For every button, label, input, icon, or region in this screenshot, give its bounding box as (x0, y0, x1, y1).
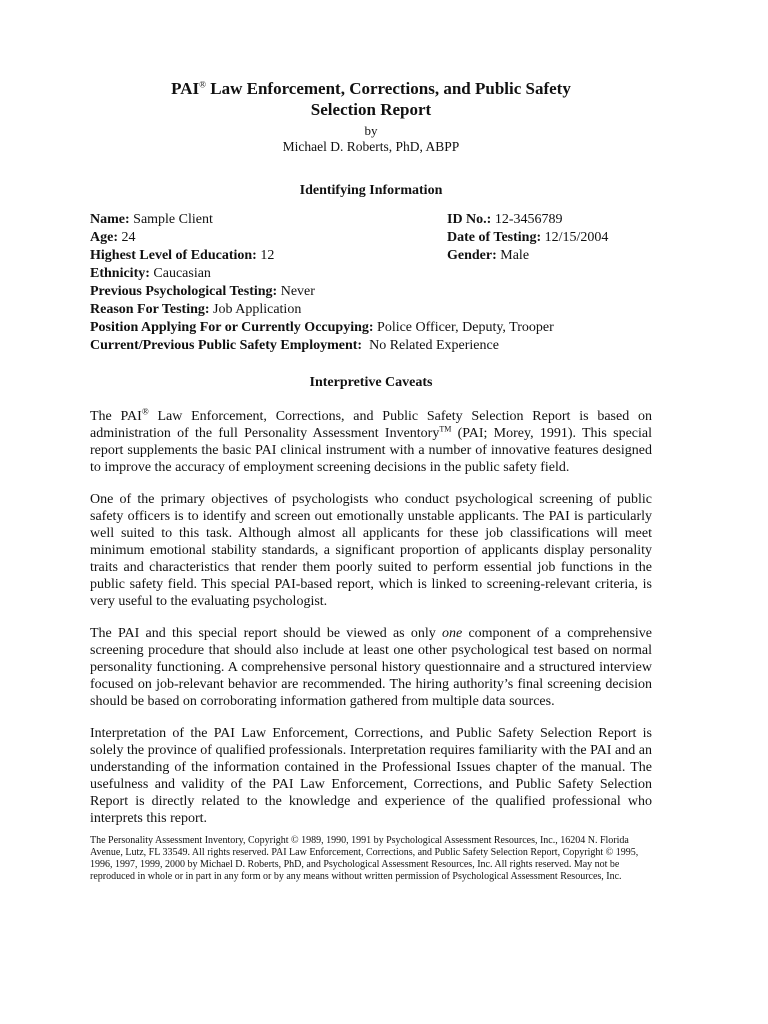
position-value: Police Officer, Deputy, Trooper (373, 320, 554, 335)
caveat-paragraph-2: One of the primary objectives of psychologists who conduct psychological screening of public safety officers is to identify and screen out emotionally unstable applicants. The PAI is particularly well suited to this task. Although almost all applicants for these job classifications will meet minimum emotional stability standards, a significant proportion of applicants display personality traits and characteristics that render them poorly suited to perform essential job functions in the public safety field. This special PAI-based report, which is linked to screening-relevant criteria, is very useful to the evaluating psychologist. (90, 492, 652, 609)
caveat-p1-text-b: Law Enforcement, Corrections, and Public Safety Selection Report is based on administration of the full Personality Assessment Inventory (90, 409, 652, 441)
trademark-mark: TM (439, 424, 452, 434)
education-label: Highest Level of Education: (90, 248, 257, 263)
identifying-information (90, 211, 652, 355)
previous-testing-value: Never (277, 284, 315, 299)
employment-field (90, 337, 652, 355)
caveat-p3-text-a: The PAI and this special report should be viewed as only (90, 626, 442, 641)
caveat-p3-emphasis: one (441, 626, 463, 641)
reason-for-testing-label: Reason For Testing: (90, 302, 210, 317)
id-number-value: 12-3456789 (491, 212, 563, 227)
date-of-testing-label: Date of Testing: (447, 230, 542, 245)
gender-value: Male (496, 248, 530, 263)
report-title-line1 (90, 78, 652, 99)
id-row-education (90, 247, 652, 265)
gender-label: Gender: (447, 248, 497, 263)
name-label: Name: (90, 212, 130, 227)
employment-value: No Related Experience (362, 338, 499, 353)
position-field (90, 319, 652, 337)
id-row-age (90, 229, 652, 247)
ethnicity-field (90, 265, 652, 283)
age-value: 24 (118, 230, 136, 245)
id-number-label: ID No.: (447, 212, 492, 227)
ethnicity-value: Caucasian (149, 266, 211, 281)
caveat-p1-text-a: The PAI (90, 409, 142, 424)
reason-for-testing-field (90, 301, 652, 319)
age-label: Age: (90, 230, 118, 245)
education-field (90, 248, 274, 263)
ethnicity-label: Ethnicity: (90, 266, 150, 281)
education-value: 12 (256, 248, 275, 263)
copyright-footer: The Personality Assessment Inventory, Copyright © 1989, 1990, 1991 by Psychological Assessment Resources, Inc., 16204 N. Florida Avenue, Lutz, FL 33549. All rights reserved. PAI Law Enforcement, Corrections, and Public Safety Selection Report, Copyright © 1995, 1996, 1997, 1999, 2000 by Michael D. Roberts, PhD, and Psychological Assessment Resources, Inc. All rights reserved. May not be reproduced in whole or in part in any form or by any means without written permission of Psychological Assessment Resources, Inc. (90, 835, 639, 882)
caveat-paragraph-1 (90, 408, 652, 476)
employment-label: Current/Previous Public Safety Employment: (90, 338, 363, 353)
report-page (90, 78, 652, 883)
caveat-paragraph-4: Interpretation of the PAI Law Enforcement, Corrections, and Public Safety Selection Report is solely the province of qualified professionals. Interpretation requires familiarity with the PAI and an understanding of the information contained in the Professional Issues chapter of the manual. The usefulness and validity of the PAI Law Enforcement, Corrections, and Public Safety Selection Report is directly related to the knowledge and experience of the qualified professional who interprets this report. (90, 726, 652, 826)
previous-testing-field (90, 283, 652, 301)
report-title-line2: Selection Report (310, 100, 432, 119)
name-value: Sample Client (129, 212, 213, 227)
caveat-p1-text-c: (PAI; Morey, 1991). This special report supplements the basic PAI clinical instrument with a number of innovative features designed to improve the accuracy of employment screening decisions in the public safety field. (90, 426, 652, 475)
previous-testing-label: Previous Psychological Testing: (90, 284, 278, 299)
id-number-field (447, 211, 563, 229)
date-of-testing-value: 12/15/2004 (541, 230, 609, 245)
id-row-name (90, 211, 652, 229)
reason-for-testing-value: Job Application (209, 302, 302, 317)
identifying-information-heading: Identifying Information (299, 183, 443, 198)
registered-mark: ® (199, 79, 206, 90)
caveat-p3-text-b: component of a comprehensive screening procedure that should also include at least one other psychological test based on normal personality functioning. A comprehensive personal history questionnaire and a structured interview focused on job-relevant behavior are recommended. The hiring authority’s final screening decision should be based on corroborating information gathered from multiple data sources. (90, 626, 653, 709)
title-prefix: PAI (171, 79, 200, 98)
registered-mark: ® (141, 406, 149, 417)
byline-by: by (364, 123, 378, 138)
report-title (90, 78, 652, 120)
position-label: Position Applying For or Currently Occupying: (90, 320, 374, 335)
author-name: Michael D. Roberts, PhD, ABPP (282, 139, 460, 154)
interpretive-caveats-heading: Interpretive Caveats (309, 375, 433, 390)
caveat-paragraph-3 (90, 625, 652, 710)
date-of-testing-field (447, 229, 608, 247)
name-field (90, 212, 213, 227)
title-line1-rest: Law Enforcement, Corrections, and Public Safety (206, 79, 571, 98)
gender-field (447, 247, 529, 265)
age-field (90, 230, 136, 245)
